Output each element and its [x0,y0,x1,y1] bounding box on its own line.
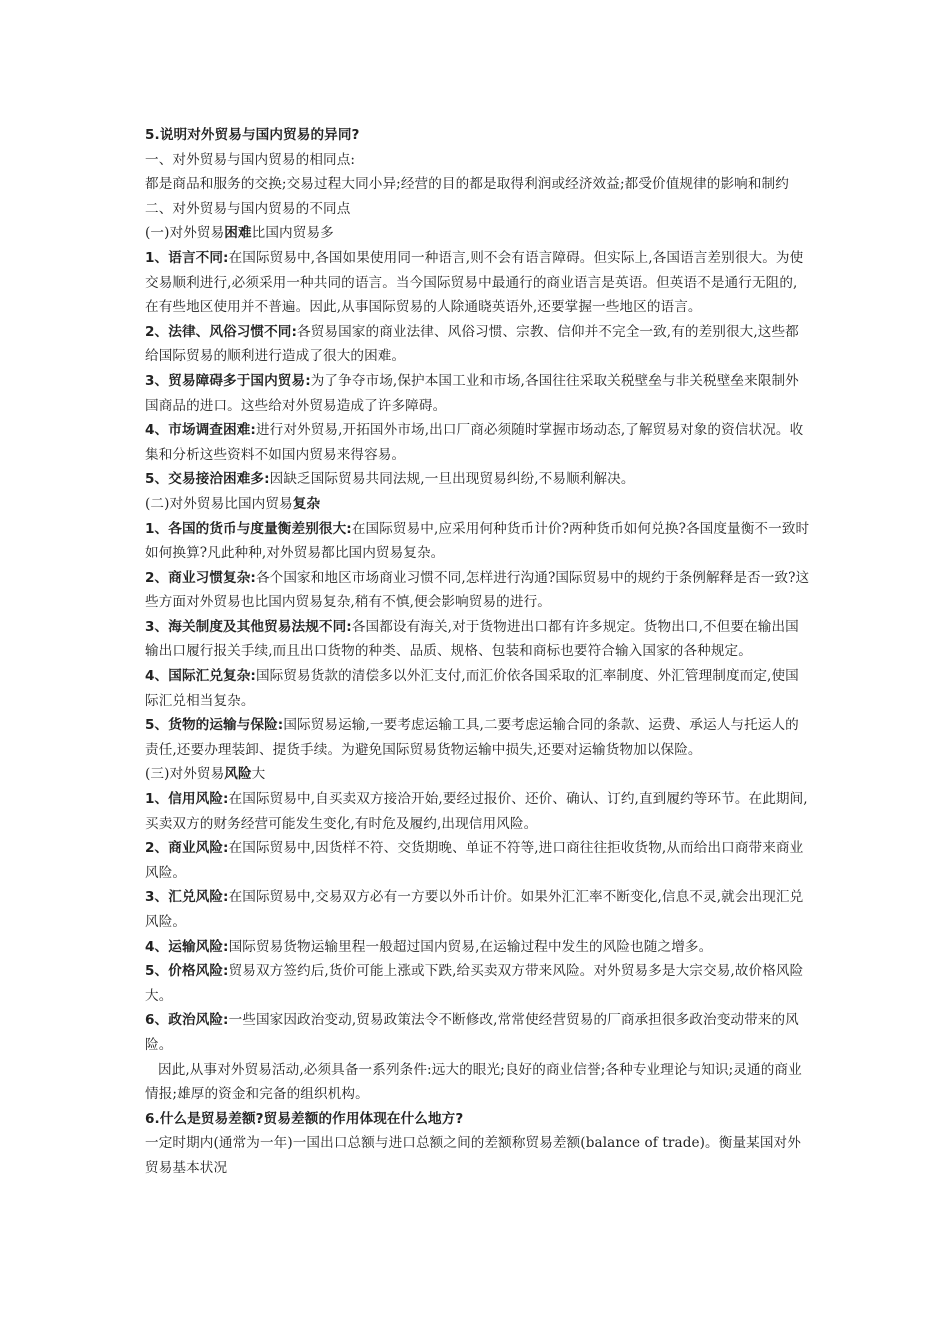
item-text: 各个国家和地区市场商业习惯不同,怎样进行沟通?国际贸易中的规约于条例解释是否一致?这些方面对外贸易也比国内贸易复杂,稍有不慎,便会影响贸易的进行。 [145,569,810,611]
item-label: 2、商业风险: [145,840,229,857]
section-3-heading-pre: (三)对外贸易 [145,766,225,783]
item-label: 2、法律、风俗习惯不同: [145,323,298,340]
item-text: 在国际贸易中,各国如果使用同一种语言,则不会有语言障碍。但实际上,各国语言差别很大。为使交易顺利进行,必须采用一种共同的语言。当今国际贸易中最通行的商业语言是英语。但英语不是通行无阻的,在有些地区使用并不普遍。因此,从事国际贸易的人除通晓英语外,还要掌握一些地区的语言。 [145,249,804,316]
item-text: 国际贸易货款的清偿多以外汇支付,而汇价依各国采取的汇率制度、外汇管理制度而定,使国际汇兑相当复杂。 [145,668,799,709]
item-text: 在国际贸易中,应采用何种货币计价?两种货币如何兑换?各国度量衡不一致时如何换算?凡此种种,对外贸易都比国内贸易复杂。 [145,520,810,562]
section-3-item [145,1008,810,1057]
conclusion-text: 因此,从事对外贸易活动,必须具备一系列条件:远大的眼光;良好的商业信誉;各种专业理论与知识;灵通的商业情报;雄厚的资金和完备的组织机构。 [145,1061,802,1103]
item-label: 1、语言不同: [145,249,229,266]
item-text: 进行对外贸易,开拓国外市场,出口厂商必须随时掌握市场动态,了解贸易对象的资信状况。收集和分析这些资料不如国内贸易来得容易。 [145,422,804,463]
section-1-heading-post: 比国内贸易多 [251,225,334,242]
item-label: 5、交易接洽困难多: [145,471,270,488]
section-2-heading-pre: (二)对外贸易比国内贸易 [145,495,293,512]
section-2-item [145,517,810,566]
item-text: 一些国家因政治变动,贸易政策法令不断修改,常常使经营贸易的厂商承担很多政治变动带来的风险。 [145,1012,799,1053]
question-6-text: 一定时期内(通常为一年)一国出口总额与进口总额之间的差额称贸易差额(balance of trade)。衡量某国对外贸易基本状况 [145,1135,801,1176]
section-3-item [145,787,810,836]
item-label: 4、国际汇兑复杂: [145,668,256,685]
item-text: 在国际贸易中,自买卖双方接洽开始,要经过报价、还价、确认、订约,直到履约等环节。在此期间,买卖双方的财务经营可能发生变化,有时危及履约,出现信用风险。 [145,791,808,832]
question-5-title: 5.说明对外贸易与国内贸易的异同? [145,127,360,143]
item-label: 3、海关制度及其他贸易法规不同: [145,618,352,635]
similarities-heading: 一、对外贸易与国内贸易的相同点: [145,151,356,168]
section-1-item [145,418,810,467]
item-label: 5、货物的运输与保险: [145,717,284,734]
item-text: 国际贸易货物运输里程一般超过国内贸易,在运输过程中发生的风险也随之增多。 [228,938,713,955]
item-label: 3、汇兑风险: [145,889,229,906]
item-text: 在国际贸易中,因货样不符、交货期晚、单证不符等,进口商往往拒收货物,从而给出口商带来商业风险。 [145,840,804,881]
section-1-item [145,369,810,418]
item-text: 为了争夺市场,保护本国工业和市场,各国往往采取关税壁垒与非关税壁垒来限制外国商品的进口。这些给对外贸易造成了许多障碍。 [145,372,799,414]
item-label: 4、运输风险: [145,938,229,955]
item-label: 4、市场调查困难: [145,422,256,439]
item-label: 6、政治风险: [145,1012,229,1029]
section-3-item [145,959,810,1008]
differences-heading: 二、对外贸易与国内贸易的不同点 [145,200,351,217]
document-body [145,123,810,1181]
section-3-item [145,935,810,960]
item-text: 因缺乏国际贸易共同法规,一旦出现贸易纠纷,不易顺利解决。 [269,471,635,488]
section-2-item [145,664,810,713]
section-2-item [145,566,810,615]
item-text: 国际贸易运输,一要考虑运输工具,二要考虑运输合同的条款、运费、承运人与托运人的责任,还要办理装卸、提货手续。为避免国际贸易货物运输中损失,还要对运输货物加以保险。 [145,717,799,758]
section-2-item [145,615,810,664]
item-label: 5、价格风险: [145,963,229,980]
section-3-heading [145,762,810,787]
item-label: 2、商业习惯复杂: [145,569,256,586]
section-3-item [145,836,810,885]
item-text: 各贸易国家的商业法律、风俗习惯、宗教、信仰并不完全一致,有的差别很大,这些都给国际贸易的顺利进行造成了很大的困难。 [145,323,799,365]
section-1-heading-bold: 困难 [224,225,252,242]
section-3-heading-post: 大 [251,766,266,783]
section-1-heading [145,221,810,246]
section-1-item [145,246,810,320]
section-1-item [145,320,810,369]
item-text: 各国都设有海关,对于货物进出口都有许多规定。货物出口,不但要在输出国输出口履行报关手续,而且出口货物的种类、品质、规格、包装和商标也要符合输入国家的各种规定。 [145,618,799,660]
section-2-heading [145,492,810,517]
item-text: 在国际贸易中,交易双方必有一方要以外币计价。如果外汇汇率不断变化,信息不灵,就会出现汇兑风险。 [145,889,804,930]
item-label: 3、贸易障碍多于国内贸易: [145,372,311,389]
section-1-heading-pre: (一)对外贸易 [145,225,225,242]
section-3-heading-bold: 风险 [224,766,252,783]
item-label: 1、各国的货币与度量衡差别很大: [145,520,352,537]
section-3-item [145,885,810,934]
similarities-text: 都是商品和服务的交换;交易过程大同小异;经营的目的都是取得利润或经济效益;都受价值规律的影响和制约 [145,176,789,193]
section-2-heading-bold: 复杂 [292,495,321,512]
section-1-item [145,467,810,492]
item-label: 1、信用风险: [145,791,229,808]
section-2-item [145,713,810,762]
item-text: 贸易双方签约后,货价可能上涨或下跌,给买卖双方带来风险。对外贸易多是大宗交易,故价格风险大。 [145,963,804,1004]
question-6-title: 6.什么是贸易差额?贸易差额的作用体现在什么地方? [145,1110,464,1127]
